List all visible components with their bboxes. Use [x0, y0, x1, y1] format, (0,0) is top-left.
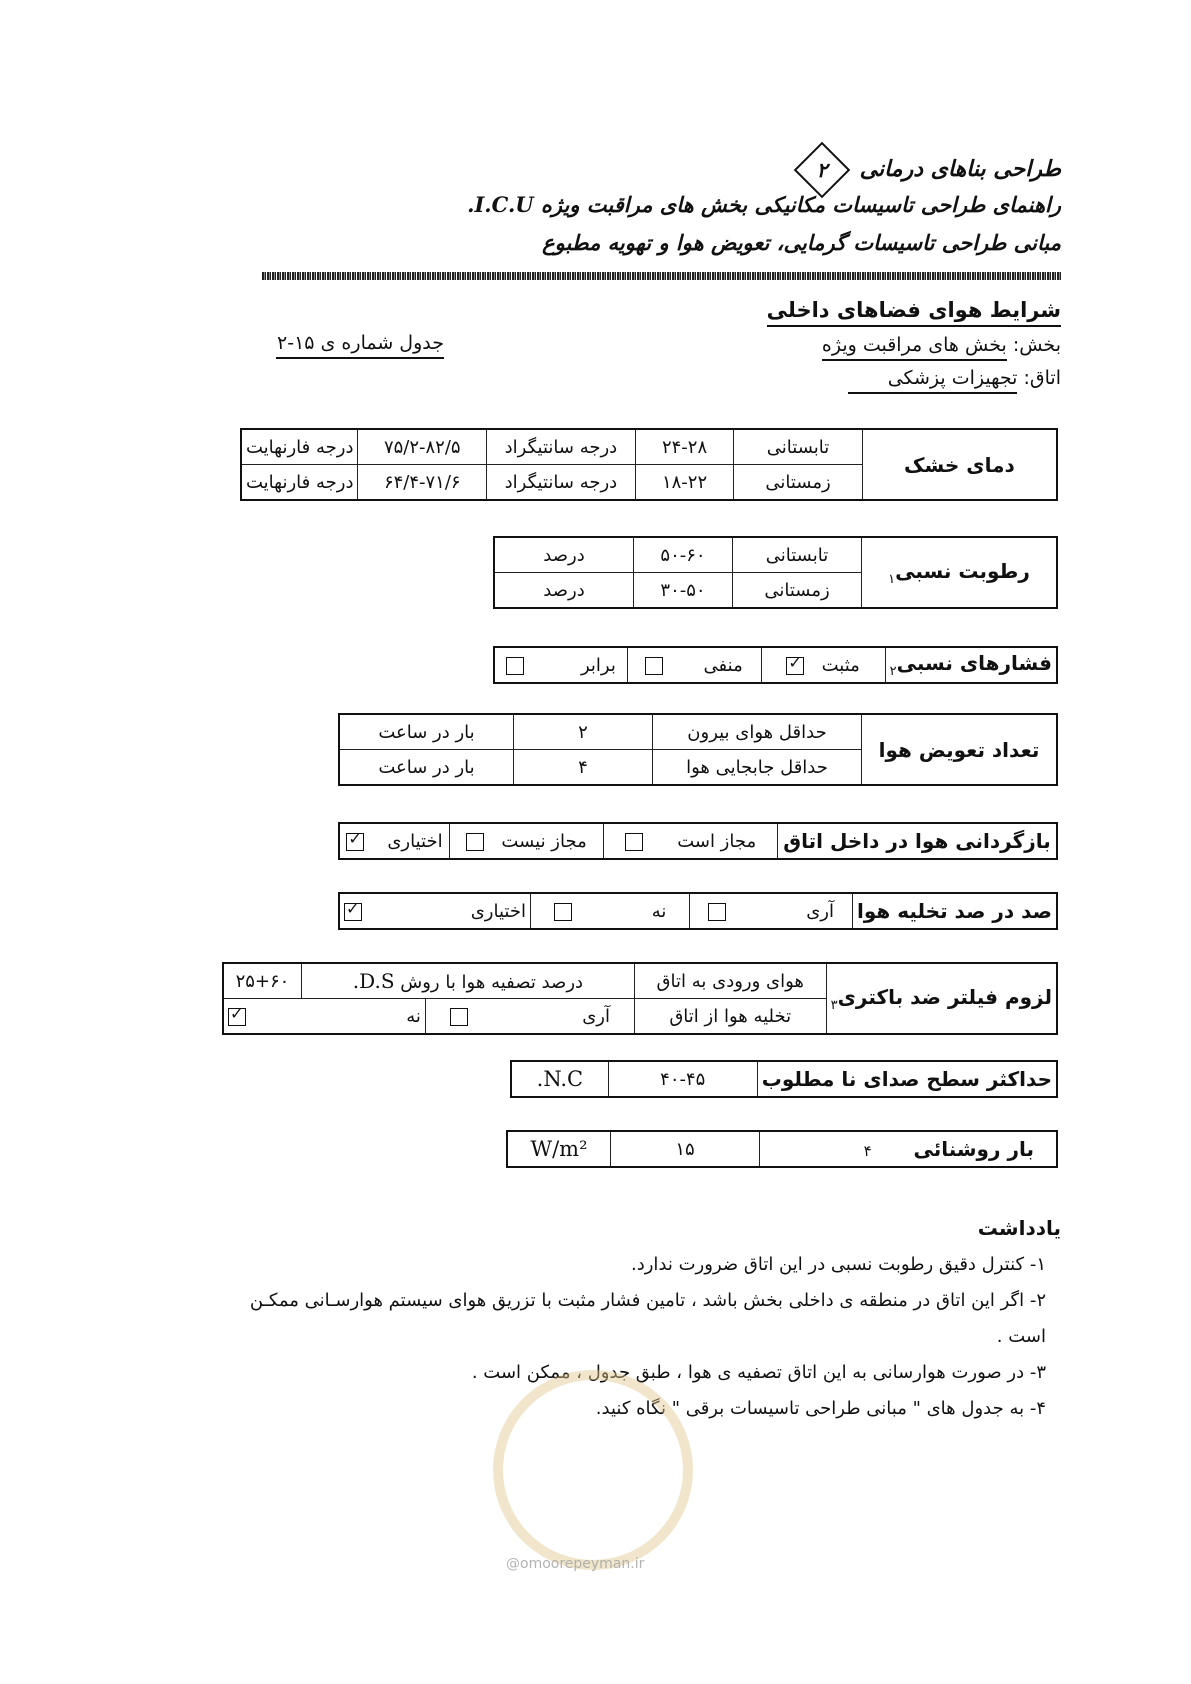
filter-option-yes: آری	[425, 999, 634, 1035]
watermark-seal	[493, 1370, 693, 1570]
pressure-table	[493, 646, 1058, 684]
room-line	[848, 367, 1061, 389]
filter-label: لزوم فیلتر ضد باکتری$_۳$	[826, 963, 1057, 1034]
checkbox-icon	[450, 1008, 468, 1026]
air-changes-table	[338, 713, 1058, 786]
humidity-unit: درصد	[494, 573, 634, 609]
exhaust-option-yes: آری	[690, 893, 853, 929]
note-item: ۴- به جدول های " مبانی طراحی تاسیسات برقی " نگاه کنید.	[595, 1398, 1046, 1419]
table-number: جدول شماره ی ۱۵-۲	[276, 332, 444, 359]
fahrenheit-unit: درجه فارنهایت	[241, 465, 358, 501]
note-item: ۱- کنترل دقیق رطوبت نسبی در این اتاق ضرورت ندارد.	[631, 1254, 1046, 1275]
ward-label: بخش:	[1012, 334, 1061, 356]
season-cell: تابستانی	[733, 537, 862, 573]
humidity-table	[493, 536, 1058, 609]
header-line2: راهنمای طراحی تاسیسات مکانیکی بخش های مراقبت ویژه I.C.U.	[467, 192, 1061, 217]
checkbox-icon	[554, 903, 572, 921]
series-number-badge: ۲	[794, 142, 851, 199]
recirculation-table	[338, 822, 1058, 860]
filter-table	[222, 962, 1058, 1035]
fahrenheit-range: ۶۴/۴-۷۱/۶	[358, 465, 487, 501]
exhaust-label: صد در صد تخلیه هوا	[852, 893, 1057, 929]
noise-value: ۴۰-۴۵	[608, 1061, 757, 1097]
pressure-option-equal: برابر	[494, 647, 627, 683]
air-change-value: ۴	[514, 750, 653, 786]
air-changes-label: تعداد تعویض هوا	[862, 714, 1058, 785]
ward-value: بخش های مراقبت ویژه	[822, 334, 1007, 361]
fahrenheit-unit: درجه فارنهایت	[241, 429, 358, 465]
air-change-value: ۲	[514, 714, 653, 750]
pressure-option-positive: مثبت ✓	[761, 647, 885, 683]
celsius-unit: درجه سانتیگراد	[487, 465, 636, 501]
note-item: ۲- اگر این اتاق در منطقه ی داخلی بخش باشد ، تامین فشار مثبت با تزریق هوای سیستم هوارسـانی ممکـن	[249, 1290, 1046, 1311]
recirculation-label: بازگردانی هوا در داخل اتاق	[778, 823, 1058, 859]
note-item: ۳- در صورت هوارسانی به این اتاق تصفیه ی هوا ، طبق جدول ، ممکن است .	[471, 1362, 1046, 1383]
filter-row1-desc: درصد تصفیه هوا با روش D.S.	[301, 963, 634, 999]
section-title: شرایط هوای فضاهای داخلی	[767, 298, 1061, 322]
header-line3: مبانی طراحی تاسیسات گرمایی، تعویض هوا و تهویه مطبوع	[542, 230, 1061, 255]
checkbox-icon	[625, 833, 643, 851]
notes-title: یادداشت	[977, 1216, 1061, 1240]
air-change-unit: بار در ساعت	[339, 714, 514, 750]
pressure-label: فشارهای نسبی$_۲$	[885, 647, 1057, 683]
exhaust-table	[338, 892, 1058, 930]
filter-row1-item: هوای ورودی به اتاق	[634, 963, 826, 999]
lighting-label: بار روشنائی ۴	[760, 1131, 1058, 1167]
filter-row2-item: تخلیه هوا از اتاق	[634, 999, 826, 1035]
room-value: تجهیزات پزشکی	[848, 367, 1018, 394]
watermark-text: @omoorepeyman.ir	[506, 1556, 645, 1572]
checkbox-icon	[344, 903, 362, 921]
filter-option-no: نه ✓	[223, 999, 425, 1035]
lighting-table	[506, 1130, 1058, 1168]
air-change-unit: بار در ساعت	[339, 750, 514, 786]
recirculation-option-not-allowed: مجاز نیست	[450, 823, 604, 859]
room-label: اتاق:	[1023, 367, 1061, 389]
filter-row1-value: ۲۵+۶۰	[223, 963, 301, 999]
fahrenheit-range: ۷۵/۲-۸۲/۵	[358, 429, 487, 465]
noise-label: حداکثر سطح صدای نا مطلوب	[757, 1061, 1057, 1097]
humidity-label: رطوبت نسبی$_۱$	[862, 537, 1058, 608]
pressure-option-negative: منفی	[627, 647, 761, 683]
checkbox-icon	[645, 657, 663, 675]
checkbox-icon	[466, 833, 484, 851]
celsius-unit: درجه سانتیگراد	[487, 429, 636, 465]
checkbox-icon	[228, 1008, 246, 1026]
checkbox-icon	[346, 833, 364, 851]
noise-table	[510, 1060, 1058, 1098]
checkbox-icon	[708, 903, 726, 921]
noise-unit: N.C.	[511, 1061, 608, 1097]
header-series-title	[792, 150, 1061, 190]
note-item: است .	[996, 1326, 1046, 1347]
celsius-range: ۲۴-۲۸	[635, 429, 734, 465]
season-cell: تابستانی	[734, 429, 862, 465]
header-line1: طراحی بناهای درمانی	[859, 156, 1061, 182]
exhaust-option-optional: اختیاری ✓	[339, 893, 530, 929]
humidity-range: ۵۰-۶۰	[634, 537, 733, 573]
header-divider	[262, 272, 1062, 280]
checkbox-icon	[506, 657, 524, 675]
dry-temp-label: دمای خشک	[862, 429, 1057, 500]
season-cell: زمستانی	[734, 465, 862, 501]
lighting-value: ۱۵	[611, 1131, 760, 1167]
dry-temp-table	[240, 428, 1058, 501]
air-change-item: حداقل جابجایی هوا	[653, 750, 862, 786]
humidity-unit: درصد	[494, 537, 634, 573]
lighting-unit: W/m²	[507, 1131, 611, 1167]
season-cell: زمستانی	[733, 573, 862, 609]
air-change-item: حداقل هوای بیرون	[653, 714, 862, 750]
recirculation-option-allowed: مجاز است	[604, 823, 778, 859]
humidity-range: ۳۰-۵۰	[634, 573, 733, 609]
recirculation-option-optional: اختیاری ✓	[339, 823, 450, 859]
checkbox-icon	[786, 657, 804, 675]
exhaust-option-no: نه	[530, 893, 689, 929]
ward-line	[822, 334, 1061, 356]
celsius-range: ۱۸-۲۲	[635, 465, 734, 501]
